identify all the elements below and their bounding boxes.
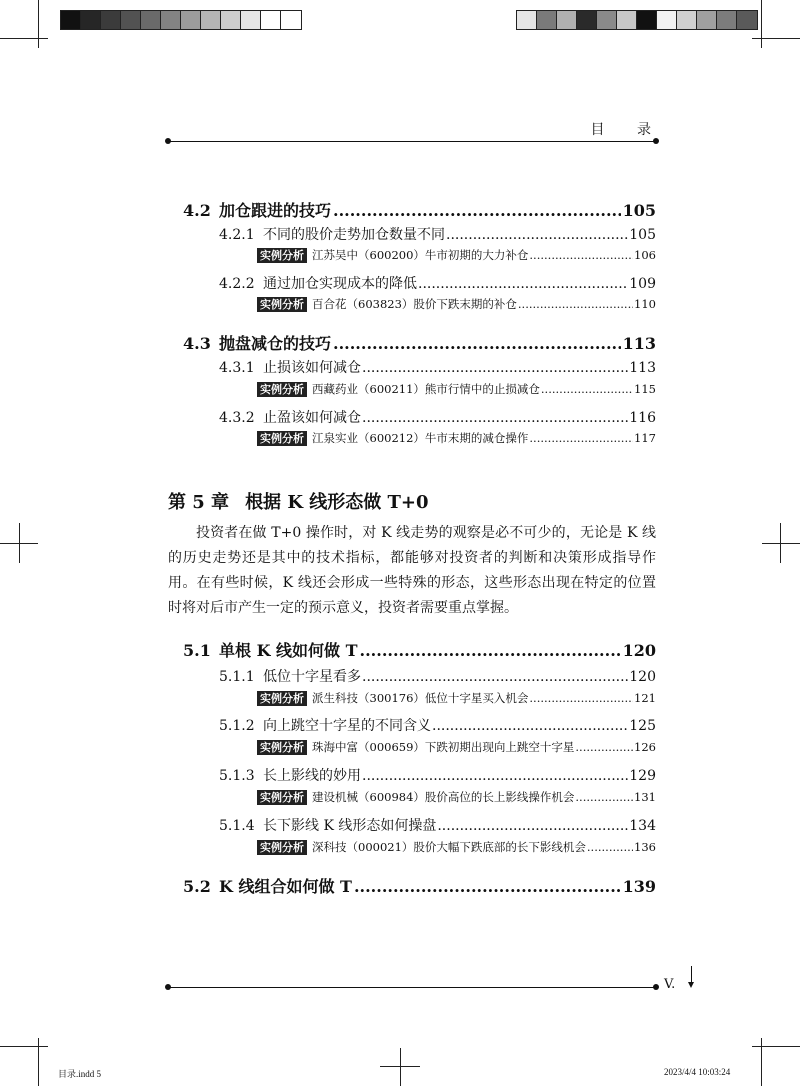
subsection-page: 129 — [629, 768, 656, 784]
color-swatch — [557, 11, 577, 29]
subsection-title: 通过加仓实现成本的降低 — [263, 276, 417, 292]
dot-leader — [362, 768, 628, 784]
color-swatch — [261, 11, 281, 29]
color-swatch — [81, 11, 101, 29]
section-number: 5.2 — [183, 877, 211, 896]
case-title: 深科技（000021）股价大幅下跌底部的长下影线机会 — [312, 840, 586, 854]
color-swatch — [121, 11, 141, 29]
subsection-number: 5.1.1 — [219, 669, 255, 685]
subsection-number: 4.2.2 — [219, 276, 255, 292]
color-swatch — [677, 11, 697, 29]
toc-case-4-3-1[interactable] — [257, 381, 656, 397]
color-swatch — [101, 11, 121, 29]
dot-leader — [333, 201, 621, 220]
header-dot-right — [653, 138, 659, 144]
case-title: 江泉实业（600212）牛市末期的减仓操作 — [312, 431, 529, 445]
subsection-title: 不同的股价走势加仓数量不同 — [263, 227, 445, 243]
case-page: 117 — [634, 431, 656, 445]
toc-section-4-3[interactable] — [183, 331, 656, 354]
case-badge: 实例分析 — [257, 248, 307, 263]
dot-leader — [362, 410, 628, 426]
subsection-page: 125 — [629, 718, 656, 734]
dot-leader — [575, 740, 633, 754]
subsection-page: 113 — [629, 360, 656, 376]
section-title: 单根 K 线如何做 T — [219, 641, 358, 660]
dot-leader — [575, 790, 633, 804]
subsection-title: 低位十字星看多 — [263, 669, 361, 685]
case-title: 江苏吴中（600200）牛市初期的大力补仓 — [312, 248, 529, 262]
section-number: 4.2 — [183, 201, 211, 220]
case-title: 西藏药业（600211）熊市行情中的止损减仓 — [312, 382, 540, 396]
case-title: 派生科技（300176）低位十字星买入机会 — [312, 691, 529, 705]
header-rule — [168, 141, 656, 142]
color-bar-left — [60, 10, 302, 30]
dot-leader — [529, 248, 633, 262]
section-number: 5.1 — [183, 641, 211, 660]
section-page: 113 — [622, 334, 656, 353]
section-page: 120 — [622, 641, 656, 660]
color-swatch — [61, 11, 81, 29]
case-title: 珠海中富（000659）下跌初期出现向上跳空十字星 — [312, 740, 575, 754]
color-swatch — [201, 11, 221, 29]
case-page: 115 — [634, 382, 656, 396]
color-swatch — [141, 11, 161, 29]
case-page: 126 — [634, 740, 656, 754]
case-badge: 实例分析 — [257, 790, 307, 805]
case-page: 136 — [634, 840, 656, 854]
color-swatch — [617, 11, 637, 29]
toc-subsection-5-1-3[interactable] — [219, 765, 656, 785]
dot-leader — [529, 431, 633, 445]
dot-leader — [362, 669, 628, 685]
footer-dot-left — [165, 984, 171, 990]
subsection-title: 长上影线的妙用 — [263, 768, 361, 784]
toc-subsection-4-2-1[interactable] — [219, 224, 656, 244]
dot-leader — [446, 227, 628, 243]
subsection-number: 5.1.4 — [219, 818, 255, 834]
toc-section-4-2[interactable] — [183, 198, 656, 221]
toc-subsection-5-1-2[interactable] — [219, 715, 656, 735]
toc-subsection-5-1-4[interactable] — [219, 815, 656, 835]
dot-leader — [418, 276, 628, 292]
subsection-page: 109 — [629, 276, 656, 292]
toc-case-4-2-1[interactable] — [257, 247, 656, 263]
header-label: 目 录 — [590, 122, 665, 138]
header-dot-left — [165, 138, 171, 144]
chapter-title: 根据 K 线形态做 T+0 — [245, 492, 429, 513]
dot-leader — [354, 877, 621, 896]
footer-rule — [168, 987, 656, 988]
case-page: 106 — [634, 248, 656, 262]
toc-case-5-1-1[interactable] — [257, 690, 656, 706]
subsection-page: 116 — [629, 410, 656, 426]
toc-case-4-3-2[interactable] — [257, 430, 656, 446]
section-page: 139 — [622, 877, 656, 896]
color-swatch — [657, 11, 677, 29]
section-title: 抛盘减仓的技巧 — [219, 334, 332, 353]
section-number: 4.3 — [183, 334, 211, 353]
color-swatch — [281, 11, 301, 29]
subsection-title: 止盈该如何减仓 — [263, 410, 361, 426]
subsection-number: 5.1.2 — [219, 718, 255, 734]
case-badge: 实例分析 — [257, 431, 307, 446]
dot-leader — [360, 641, 621, 660]
case-badge: 实例分析 — [257, 691, 307, 706]
section-title: K 线组合如何做 T — [219, 877, 352, 896]
toc-subsection-4-3-1[interactable] — [219, 357, 656, 377]
case-badge: 实例分析 — [257, 740, 307, 755]
toc-section-5-2[interactable] — [183, 874, 656, 897]
color-swatch — [637, 11, 657, 29]
subsection-title: 止损该如何减仓 — [263, 360, 361, 376]
subsection-number: 4.3.1 — [219, 360, 255, 376]
dot-leader — [587, 840, 633, 854]
page-number: V. — [664, 977, 676, 992]
dot-leader — [529, 691, 633, 705]
section-page: 105 — [622, 201, 656, 220]
color-swatch — [717, 11, 737, 29]
subsection-number: 5.1.3 — [219, 768, 255, 784]
color-swatch — [517, 11, 537, 29]
chapter-intro: 投资者在做 T+0 操作时，对 K 线走势的观察是必不可少的，无论是 K 线的历史走势还是其中的技术指标，都能够对投资者的判断和决策形成指导作用。在有些时候，K 线还会形成一些特殊的形态，这些形态出现在特定的位置时将对后市产生一定的预示意义，投资者需要重点掌握。 — [168, 525, 656, 616]
dot-leader — [541, 382, 633, 396]
color-swatch — [737, 11, 757, 29]
toc-section-5-1[interactable] — [183, 638, 656, 661]
toc-case-4-2-2[interactable] — [257, 296, 656, 312]
toc-case-5-1-4[interactable] — [257, 839, 656, 855]
dot-leader — [518, 297, 633, 311]
subsection-page: 134 — [629, 818, 656, 834]
case-page: 110 — [634, 297, 656, 311]
toc-case-5-1-3[interactable] — [257, 789, 656, 805]
color-swatch — [181, 11, 201, 29]
slug-filename: 目录.indd 5 — [58, 1069, 102, 1079]
case-page: 131 — [634, 790, 656, 804]
subsection-number: 4.2.1 — [219, 227, 255, 243]
toc-case-5-1-2[interactable] — [257, 739, 656, 755]
subsection-page: 105 — [629, 227, 656, 243]
toc-subsection-5-1-1[interactable] — [219, 666, 656, 686]
case-badge: 实例分析 — [257, 840, 307, 855]
case-badge: 实例分析 — [257, 382, 307, 397]
subsection-number: 4.3.2 — [219, 410, 255, 426]
dot-leader — [362, 360, 628, 376]
case-title: 建设机械（600984）股价高位的长上影线操作机会 — [312, 790, 575, 804]
subsection-title: 向上跳空十字星的不同含义 — [263, 718, 431, 734]
color-swatch — [577, 11, 597, 29]
toc-subsection-4-3-2[interactable] — [219, 407, 656, 427]
slug-timestamp: 2023/4/4 10:03:24 — [664, 1067, 731, 1077]
color-swatch — [597, 11, 617, 29]
section-title: 加仓跟进的技巧 — [219, 201, 332, 220]
color-swatch — [697, 11, 717, 29]
dot-leader — [437, 818, 628, 834]
subsection-title: 长下影线 K 线形态如何操盘 — [263, 818, 437, 834]
color-swatch — [221, 11, 241, 29]
chapter-number: 第 5 章 — [168, 492, 230, 513]
dot-leader — [333, 334, 621, 353]
case-badge: 实例分析 — [257, 297, 307, 312]
color-swatch — [241, 11, 261, 29]
subsection-page: 120 — [629, 669, 656, 685]
footer-dot-right — [653, 984, 659, 990]
chapter-heading — [168, 488, 429, 514]
color-swatch — [161, 11, 181, 29]
dot-leader — [432, 718, 628, 734]
color-swatch — [537, 11, 557, 29]
toc-subsection-4-2-2[interactable] — [219, 273, 656, 293]
case-page: 121 — [634, 691, 656, 705]
case-title: 百合花（603823）股价下跌末期的补仓 — [312, 297, 517, 311]
color-bar-right — [516, 10, 758, 30]
page-marker — [691, 966, 692, 986]
